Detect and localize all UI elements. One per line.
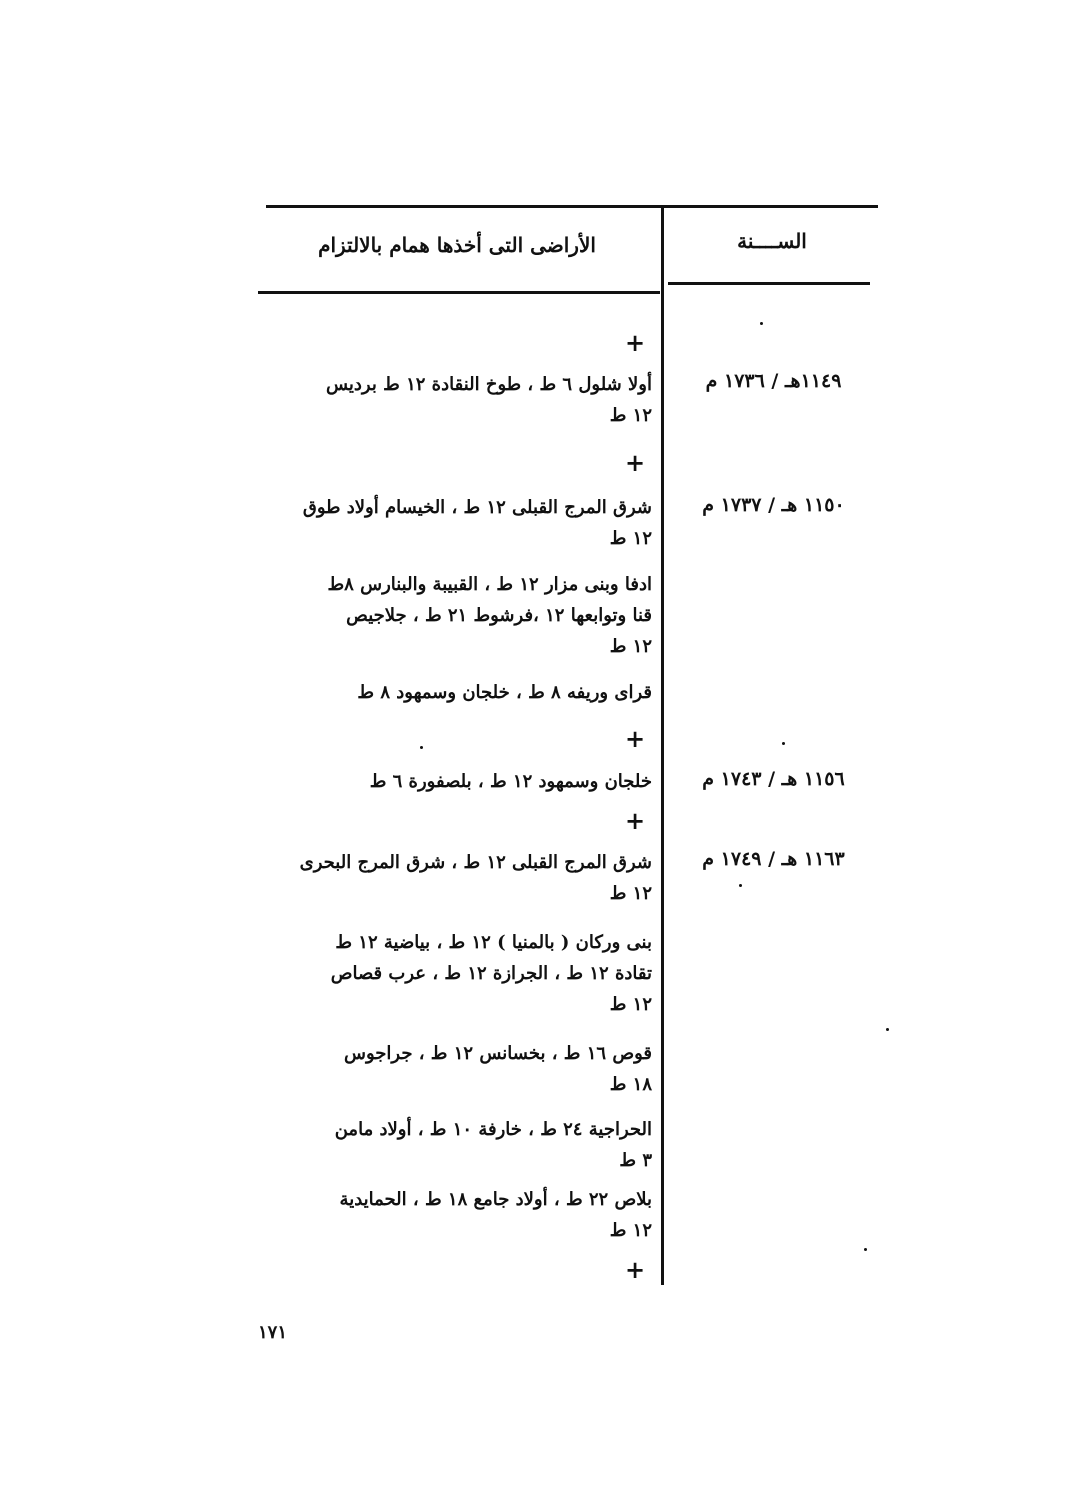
land-entry [258, 766, 652, 797]
header-bottom-rule-land [258, 291, 660, 294]
scan-speck [864, 1248, 867, 1251]
scan-speck [760, 322, 763, 325]
plus-marker: + [624, 448, 646, 477]
land-entry-line: ١٢ ط [609, 636, 652, 657]
land-entry-line: ١٢ ط [609, 1220, 652, 1241]
scan-speck [739, 884, 742, 887]
land-entry-line: بلاص ٢٢ ط ، أولاد جامع ١٨ ط ، الحمايدية [339, 1189, 652, 1210]
land-entry-line: قوص ١٦ ط ، بخسانس ١٢ ط ، جراجوس [344, 1043, 652, 1064]
year-column-header: الســــنة [737, 229, 807, 253]
land-column-header: الأراضى التى أخذها همام بالالتزام [318, 233, 596, 257]
land-entry-line: بنى وركان ( بالمنيا ) ١٢ ط ، بياضية ١٢ ط [335, 932, 652, 953]
plus-marker: + [624, 806, 646, 835]
land-entry-line: قراى وريفه ٨ ط ، خلجان وسمهود ٨ ط [357, 682, 652, 703]
land-entry [258, 369, 652, 431]
land-entry-line: ادفا وبنى مزار ١٢ ط ، القبيبة والبنارس ٨ط [327, 574, 652, 595]
scan-speck [782, 742, 785, 745]
land-entry-line: ١٢ ط [609, 528, 652, 549]
land-entry-line: قنا وتوابعها ١٢ ،فرشوط ٢١ ط ، جلاجيص [346, 605, 652, 626]
land-entry [258, 677, 652, 708]
column-divider [661, 205, 664, 1285]
land-entry [258, 1114, 652, 1176]
scan-speck [420, 746, 423, 749]
land-entry-line: ١٨ ط [609, 1074, 652, 1095]
land-entry [258, 847, 652, 909]
land-entry-line: أولا شلول ٦ ط ، طوخ النقادة ١٢ ط برديس [325, 374, 652, 395]
land-entry-line: ١٢ ط [609, 883, 652, 904]
land-holdings-table [258, 205, 878, 1290]
table-top-rule [266, 205, 878, 208]
page-number: ١٧١ [258, 1322, 288, 1343]
land-entry-line: تقادة ١٢ ط ، الجرازة ١٢ ط ، عرب قصاص [330, 963, 652, 984]
land-entry [258, 569, 652, 662]
scan-speck [886, 1028, 889, 1031]
year-cell: ١١٥٠ هـ / ١٧٣٧ م [702, 494, 845, 516]
land-entry [258, 492, 652, 554]
land-entry-line: ٣ ط [619, 1150, 652, 1171]
land-entry [258, 1038, 652, 1100]
land-entry-line: الحراجية ٢٤ ط ، خارفة ١٠ ط ، أولاد مامن [334, 1119, 652, 1140]
land-entry [258, 1184, 652, 1246]
plus-marker: + [624, 724, 646, 753]
land-entry-line: شرق المرج القبلى ١٢ ط ، شرق المرج البحرى [299, 852, 652, 873]
land-entry-line: ١٢ ط [609, 994, 652, 1015]
year-cell: ١١٥٦ هـ / ١٧٤٣ م [702, 768, 845, 790]
plus-marker: + [624, 328, 646, 357]
land-entry-line: خلجان وسمهود ١٢ ط ، بلصفورة ٦ ط [369, 771, 652, 792]
plus-marker: + [624, 1255, 646, 1284]
year-cell: ١١٦٣ هـ / ١٧٤٩ م [702, 848, 845, 870]
header-bottom-rule-year [668, 282, 870, 285]
year-cell: ١١٤٩هـ / ١٧٣٦ م [705, 370, 842, 392]
land-entry [258, 927, 652, 1020]
land-entry-line: ١٢ ط [609, 405, 652, 426]
land-entry-line: شرق المرج القبلى ١٢ ط ، الخيسام أولاد طوق [302, 497, 652, 518]
